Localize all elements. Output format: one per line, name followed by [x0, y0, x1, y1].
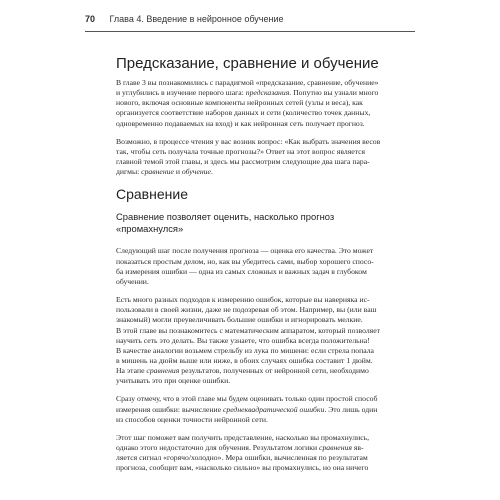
section-heading-comparison: Сравнение [116, 186, 188, 203]
emphasis-term: сравнения [146, 366, 180, 376]
paragraph-error-approaches: Есть много разных подходов к измерению ошибок, которые вы наверняка ис- пользовали в своей жизни, даже не подозревая об этом. Например, вы (или ваш знакомый) могли преувеличивать большие ошибки и игнорировать мелкие. В этой главе вы познакомитесь с математическим аппаратом, который позволяет научить сеть это делать. Вы также узнаете, что ошибка всегда положительна! В качестве аналогии возьмем стрельбу из лука по мишени: если стрела попала в мишень на дюйм выше или ниже, в обоих случаях ошибка составит 1 дюйм. На этапе сравнения результатов, полученных от нейронной сети, необходимо учитывать это при оценке ошибки. [116, 295, 380, 386]
paragraph-question: Возможно, в процессе чтения у вас возник вопрос: «Как выбрать значения весов так, чтобы сеть получала точные прогнозы?» Ответ на этот вопрос является главной темой этой главы, и здесь мы рассмотрим следующие два шага пара- дигмы: сравнение и обучение. [116, 136, 381, 177]
chapter-title: Глава 4. Введение в нейронное обучение [109, 14, 284, 24]
section-heading-predict-compare-learn: Предсказание, сравнение и обучение [116, 55, 379, 72]
page-body [116, 54, 399, 482]
subsection-heading: Сравнение позволяет оценить, насколько прогноз «промахнулся» [116, 211, 335, 235]
paragraph-intro: В главе 3 вы познакомились с парадигмой «предсказание, сравнение, обучение» и углубились в изучение первого шага: предсказания. Попутно вы узнали много нового, включая основные компоненты нейронных сетей (узлы и веса), как организуется соответствие наборов данных и сети (количество точек данных, одновременно подаваемых на вход) и как нейронная сеть получает прогноз. [116, 78, 379, 128]
emphasis-term: предсказания [245, 88, 290, 98]
page-number: 70 [85, 14, 96, 24]
header-rule [85, 31, 415, 32]
emphasis-term: обучение [181, 167, 211, 177]
emphasis-term: сравнения [319, 443, 352, 453]
paragraph-hot-cold: Этот шаг поможет вам получить представление, насколько вы промахнулись, однако этого недостаточно для обучения. Результатом логики сравнения яв- ляется сигнал «горячо/холодно». Мера ошибки, вычисленная по результатам прогноза, сообщит вам, «насколько сильно» вы промахнулись, но она ничего [116, 432, 370, 473]
running-header [85, 13, 415, 25]
paragraph-mse: Сразу отмечу, что в этой главе мы будем оценивать только один простой способ измерения ошибки: вычисление среднеквадратической ошибки. Это лишь один из способов оценки точности нейронной сети. [116, 394, 378, 424]
paragraph-next-step: Следующий шаг после получения прогноза — оценка его качества. Это может показаться простым делом, но, как вы убедитесь сами, выбор хорошего спосо- ба измерения ошибки — одна из самых сложных и важных задач в глубоком обучении. [116, 246, 374, 286]
emphasis-term: сравнение [141, 167, 174, 177]
emphasis-term: среднеквадратической ошибки [222, 404, 325, 414]
